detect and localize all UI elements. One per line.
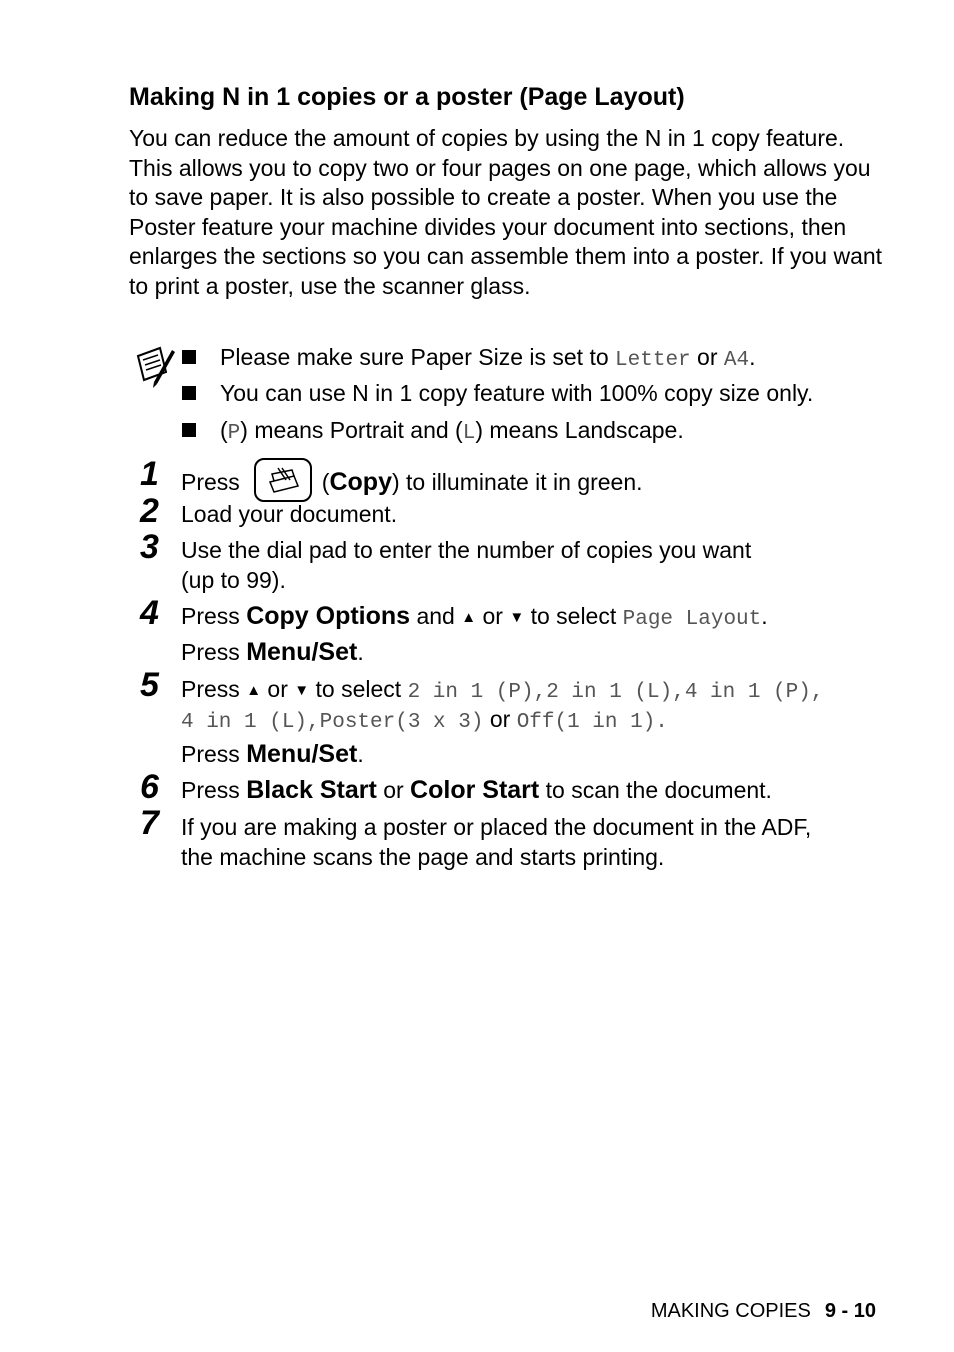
up-arrow-icon: ▲ — [461, 609, 477, 626]
step-5-text — [181, 674, 823, 708]
note-paper-size — [182, 342, 756, 372]
note-text: . — [749, 344, 756, 370]
note-text: ) means Landscape. — [475, 417, 684, 443]
step-text: . — [357, 639, 364, 665]
step-text: (up to 99). — [181, 567, 286, 593]
lcd-text: 4 in 1 (L), — [181, 711, 320, 734]
lcd-text: A4 — [723, 349, 750, 372]
step-text: Use the dial pad to enter the number of copies you want — [181, 537, 752, 563]
note-text: ( — [220, 417, 228, 443]
copy-key-label: Copy — [329, 468, 392, 497]
step-5-text-cont — [181, 704, 668, 738]
note-text: or — [690, 344, 724, 370]
lcd-text: Poster(3 x 3) — [319, 711, 484, 734]
step-text: Press — [181, 741, 247, 767]
step-text: to select — [524, 603, 623, 629]
note-text: ) means Portrait and ( — [240, 417, 463, 443]
step-text: the machine scans the page and starts printing. — [181, 844, 665, 870]
footer-section-title: MAKING COPIES — [650, 1300, 811, 1322]
lcd-text: 2 in 1 (L), — [546, 681, 685, 704]
menu-set-key-label: Menu/Set — [246, 740, 358, 768]
step-3-text — [181, 535, 751, 595]
step-6-text — [181, 775, 772, 805]
step-text: . — [357, 741, 364, 767]
lcd-text: Letter — [615, 349, 691, 372]
black-start-key-label: Black Start — [246, 776, 377, 804]
step-number: 3 — [140, 528, 159, 566]
intro-paragraph: You can reduce the amount of copies by using the N in 1 copy feature. This allows you to copy two or four pages on one page, which allows you to save paper. It is also possible to create a poster. When you use the Poster feature your machine divides your document into sections, then enlarges the sections so you can assemble them into a poster. If you want to print a poster, use the scanner glass. — [129, 125, 883, 299]
step-text: . — [761, 603, 768, 629]
step-2-text: Load your document. — [181, 501, 398, 527]
lcd-text: P — [227, 422, 241, 445]
step-text: and — [410, 603, 462, 629]
lcd-text: 2 in 1 (P), — [407, 681, 547, 704]
step-text: ( — [321, 469, 330, 496]
step-4-press — [181, 637, 364, 667]
note-text: You can use N in 1 copy feature with 100% copy size only. — [220, 380, 814, 406]
page-footer — [651, 1300, 876, 1323]
step-text: or — [261, 676, 295, 702]
step-text: Press — [181, 777, 247, 803]
step-text: Press — [181, 676, 247, 702]
down-arrow-icon: ▼ — [509, 609, 525, 626]
step-number: 2 — [140, 492, 159, 530]
step-text: Press — [181, 469, 240, 496]
step-7-text — [181, 812, 811, 872]
step-number: 5 — [140, 666, 159, 704]
step-text: ) to illuminate it in green. — [391, 469, 643, 496]
step-text: Press — [181, 639, 247, 665]
down-arrow-icon: ▼ — [294, 682, 310, 699]
lcd-text: Page Layout — [622, 608, 762, 631]
lcd-text: 4 in 1 (P), — [684, 681, 824, 704]
note-orientation — [182, 415, 684, 445]
step-4-text — [181, 601, 768, 635]
step-text: or — [483, 706, 517, 732]
note-text: Please make sure Paper Size is set to — [220, 344, 616, 370]
bullet-square-icon — [182, 386, 196, 400]
bullet-square-icon — [182, 423, 196, 437]
step-number: 7 — [140, 804, 159, 842]
copy-options-key-label: Copy Options — [246, 602, 411, 630]
step-number: 6 — [140, 768, 159, 806]
step-text: If you are making a poster or placed the document in the ADF, — [181, 814, 812, 840]
step-text: to scan the document. — [539, 777, 772, 803]
step-text: or — [376, 777, 411, 803]
step-number: 1 — [140, 455, 159, 493]
bullet-square-icon — [182, 350, 196, 364]
step-number: 4 — [140, 594, 159, 632]
lcd-text: Off(1 in 1). — [516, 711, 668, 734]
step-text: Press — [181, 603, 247, 629]
step-text: to select — [309, 676, 408, 702]
step-5-press — [181, 739, 364, 769]
step-text: or — [476, 603, 510, 629]
color-start-key-label: Color Start — [410, 776, 540, 804]
copy-key-icon — [254, 458, 312, 502]
note-pencil-icon — [134, 344, 176, 390]
page-number: 9 - 10 — [824, 1300, 876, 1322]
up-arrow-icon: ▲ — [246, 682, 262, 699]
page-heading: Making N in 1 copies or a poster (Page Layout) — [129, 83, 685, 111]
note-copy-size — [182, 378, 813, 408]
menu-set-key-label: Menu/Set — [246, 638, 358, 666]
lcd-text: L — [462, 422, 476, 445]
